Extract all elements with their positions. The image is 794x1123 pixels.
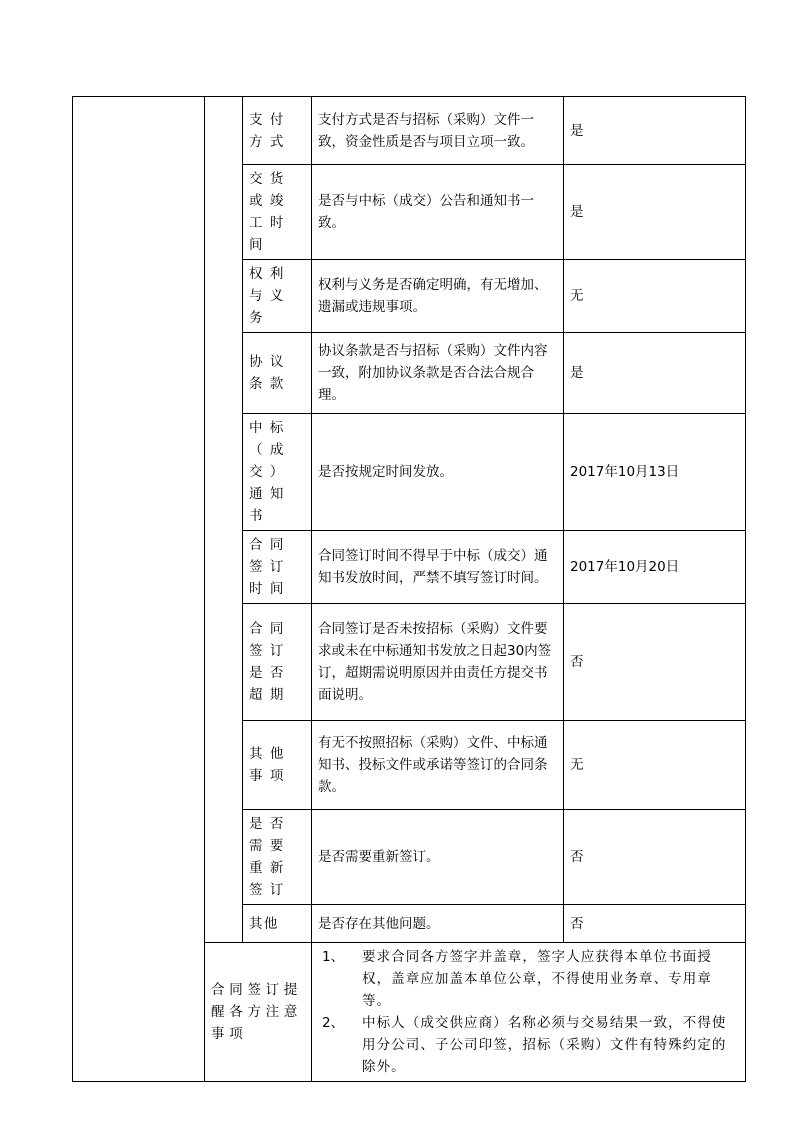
reminder-note <box>318 1012 739 1078</box>
result-cell: 是 <box>564 97 746 165</box>
criterion-cell: 是否与中标（成交）公告和通知书一致。 <box>312 165 564 260</box>
criterion-cell: 合同签订时间不得早于中标（成交）通知书发放时间，严禁不填写签订时间。 <box>312 531 564 604</box>
merged-subcategory-cell <box>205 97 243 943</box>
result-cell: 2017年10月13日 <box>564 414 746 531</box>
result-cell: 是 <box>564 165 746 260</box>
criterion-cell: 协议条款是否与招标（采购）文件内容一致，附加协议条款是否合法合规合理。 <box>312 333 564 414</box>
item-cell: 合同签订是否超期 <box>243 604 312 721</box>
item-cell: 支付方式 <box>243 97 312 165</box>
item-cell: 协议条款 <box>243 333 312 414</box>
criterion-cell: 有无不按照招标（采购）文件、中标通知书、投标文件或承诺等签订的合同条款。 <box>312 721 564 810</box>
result-cell: 无 <box>564 721 746 810</box>
item-cell: 是否需要重新签订 <box>243 810 312 905</box>
contract-review-table <box>72 96 746 1082</box>
criterion-cell: 合同签订是否未按招标（采购）文件要求或未在中标通知书发放之日起30内签订，超期需说明原因并由责任方提交书面说明。 <box>312 604 564 721</box>
note-text: 要求合同各方签字并盖章，签字人应获得本单位书面授权，盖章应加盖本单位公章，不得使用业务章、专用章等。 <box>362 949 712 1009</box>
criterion-cell: 权利与义务是否确定明确，有无增加、遗漏或违规事项。 <box>312 260 564 333</box>
item-cell: 其他 <box>243 905 312 943</box>
item-cell: 交货或竣工时间 <box>243 165 312 260</box>
item-cell: 合同签订时间 <box>243 531 312 604</box>
merged-category-cell <box>73 97 205 1082</box>
reminder-notes <box>312 943 746 1082</box>
note-text: 中标人（成交供应商）名称必须与交易结果一致，不得使用分公司、子公司印签，招标（采购）文件有特殊约定的除外。 <box>362 1015 727 1075</box>
reminder-label: 合同签订提醒各方注意事项 <box>205 943 312 1082</box>
note-number: 2、 <box>322 1015 345 1031</box>
result-cell: 否 <box>564 604 746 721</box>
result-cell: 无 <box>564 260 746 333</box>
table-row <box>73 97 746 165</box>
item-cell: 其他事项 <box>243 721 312 810</box>
result-cell: 否 <box>564 810 746 905</box>
item-cell: 权利与义务 <box>243 260 312 333</box>
result-cell: 否 <box>564 905 746 943</box>
criterion-cell: 支付方式是否与招标（采购）文件一致，资金性质是否与项目立项一致。 <box>312 97 564 165</box>
note-number: 1、 <box>322 949 345 965</box>
result-cell: 是 <box>564 333 746 414</box>
item-cell: 中标（成交）通知书 <box>243 414 312 531</box>
reminder-note <box>318 946 739 1012</box>
criterion-cell: 是否存在其他问题。 <box>312 905 564 943</box>
criterion-cell: 是否需要重新签订。 <box>312 810 564 905</box>
result-cell: 2017年10月20日 <box>564 531 746 604</box>
criterion-cell: 是否按规定时间发放。 <box>312 414 564 531</box>
